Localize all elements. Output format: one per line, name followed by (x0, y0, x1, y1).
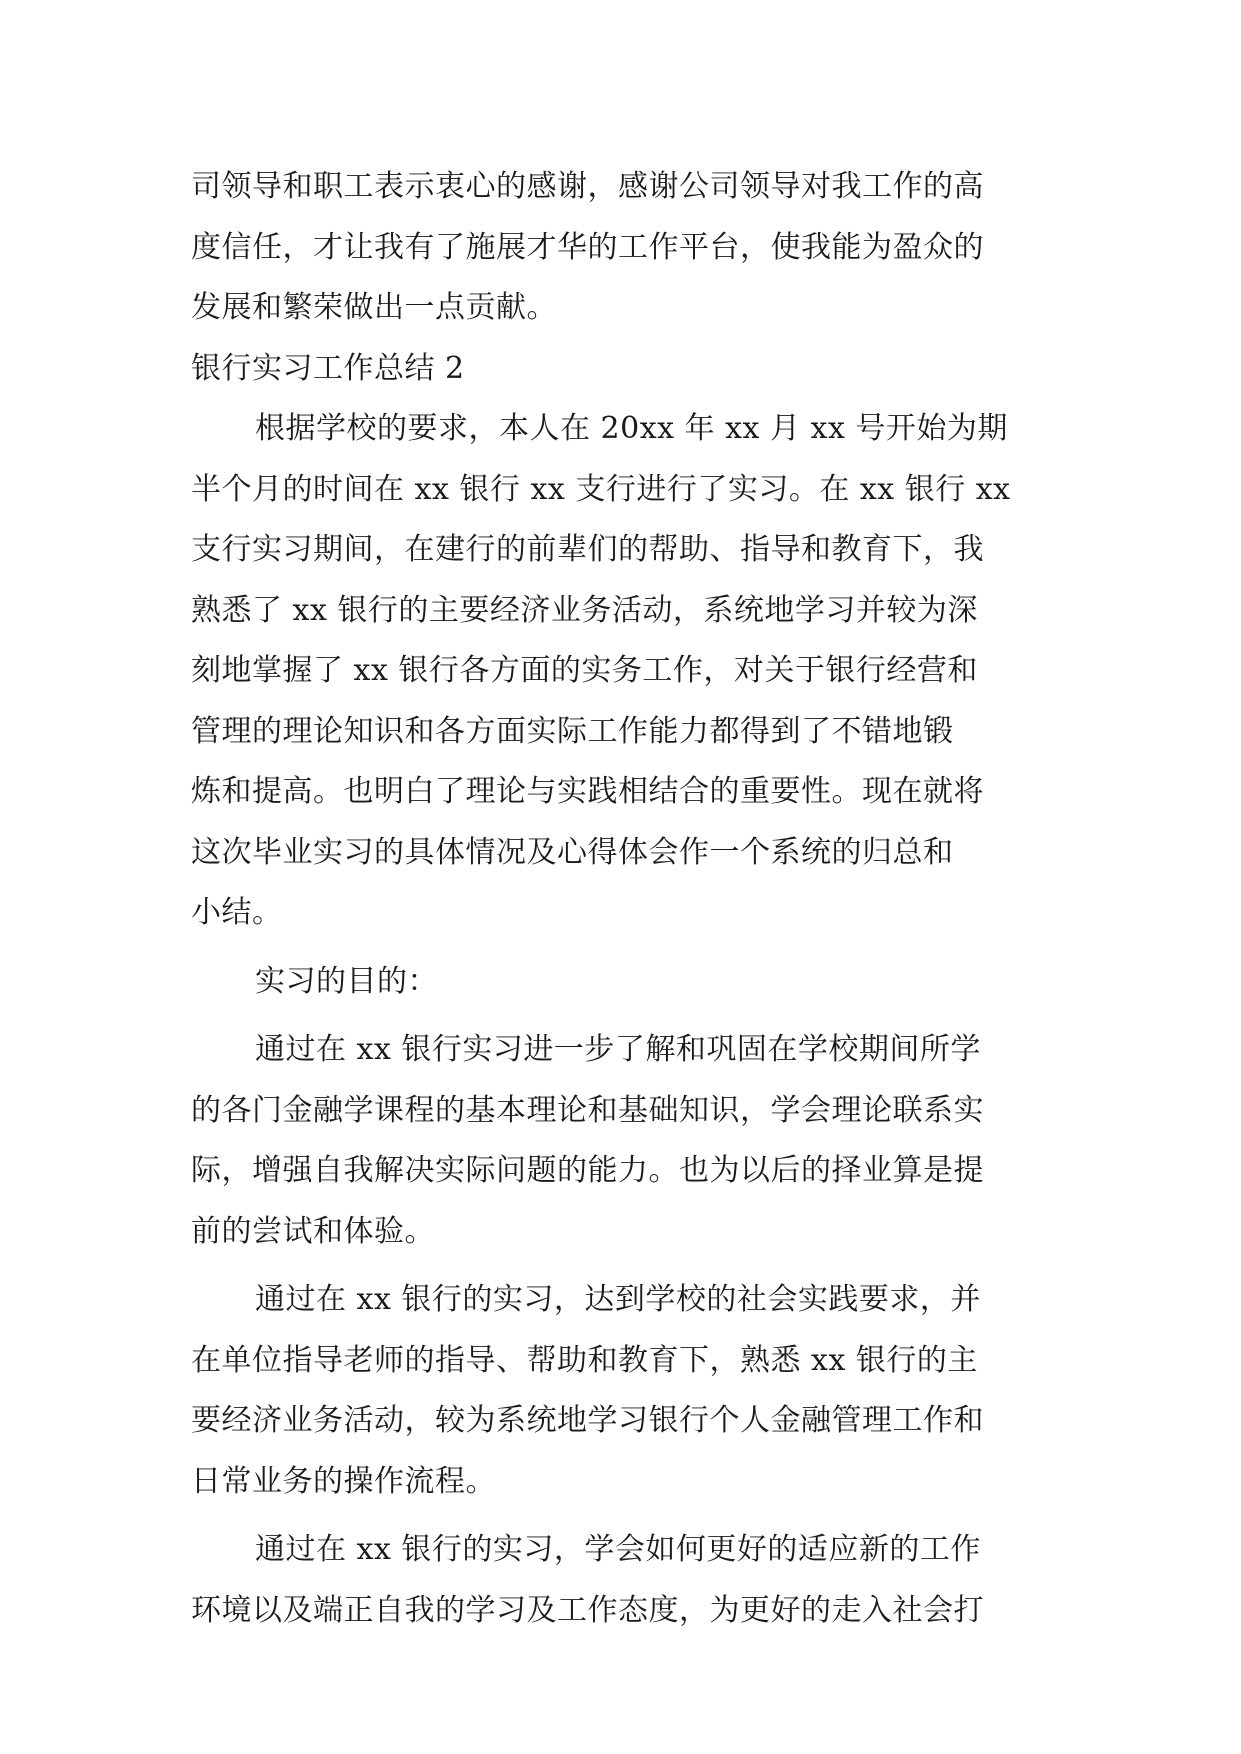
subheading: 实习的目的： (255, 963, 438, 999)
paragraph-gap (191, 1512, 1051, 1520)
paragraph-line: 在单位指导老师的指导、帮助和教育下，熟悉 xx 银行的主 (191, 1342, 978, 1378)
paragraph-line: 炼和提高。也明白了理论与实践相结合的重要性。现在就将 (191, 774, 984, 809)
paragraph-line: 环境以及端正自我的学习及工作态度，为更好的走入社会打 (191, 1592, 984, 1628)
paragraph-line: 通过在 xx 银行的实习，学会如何更好的适应新的工作 (255, 1532, 981, 1567)
paragraph-gap (191, 944, 1051, 952)
paragraph-gap (191, 1262, 1051, 1270)
paragraph-line: 管理的理论知识和各方面实际工作能力都得到了不错地锻 (191, 713, 954, 749)
paragraph-line: 度信任，才让我有了施展才华的工作平台，使我能为盈众的 (191, 229, 984, 265)
paragraph-line: 熟悉了 xx 银行的主要经济业务活动，系统地学习并较为深 (191, 592, 978, 628)
paragraph-line: 支行实习期间，在建行的前辈们的帮助、指导和教育下，我 (191, 532, 984, 567)
paragraph-line: 的各门金融学课程的基本理论和基础知识，学会理论联系实 (191, 1092, 984, 1128)
section-heading: 银行实习工作总结 2 (191, 350, 465, 386)
paragraph-line: 这次毕业实习的具体情况及心得体会作一个系统的归总和 (191, 834, 954, 870)
paragraph-line: 根据学校的要求，本人在 20xx 年 xx 月 xx 号开始为期 (255, 411, 1008, 446)
paragraph-line: 际，增强自我解决实际问题的能力。也为以后的择业算是提 (191, 1153, 984, 1188)
paragraph-line: 司领导和职工表示衷心的感谢，感谢公司领导对我工作的高 (191, 169, 984, 204)
paragraph-line: 发展和繁荣做出一点贡献。 (191, 290, 557, 325)
paragraph-line: 刻地掌握了 xx 银行各方面的实务工作，对关于银行经营和 (191, 653, 978, 688)
paragraph-line: 前的尝试和体验。 (191, 1213, 435, 1249)
paragraph-line: 日常业务的操作流程。 (191, 1463, 496, 1499)
paragraph-line: 通过在 xx 银行的实习，达到学校的社会实践要求，并 (255, 1282, 981, 1317)
paragraph-line: 通过在 xx 银行实习进一步了解和巩固在学校期间所学 (255, 1032, 981, 1067)
paragraph-line: 半个月的时间在 xx 银行 xx 支行进行了实习。在 xx 银行 xx (191, 471, 1011, 507)
paragraph-line: 小结。 (191, 895, 283, 930)
paragraph-line: 要经济业务活动，较为系统地学习银行个人金融管理工作和 (191, 1403, 984, 1438)
paragraph-gap (191, 1012, 1051, 1020)
document-body (191, 157, 1051, 1641)
